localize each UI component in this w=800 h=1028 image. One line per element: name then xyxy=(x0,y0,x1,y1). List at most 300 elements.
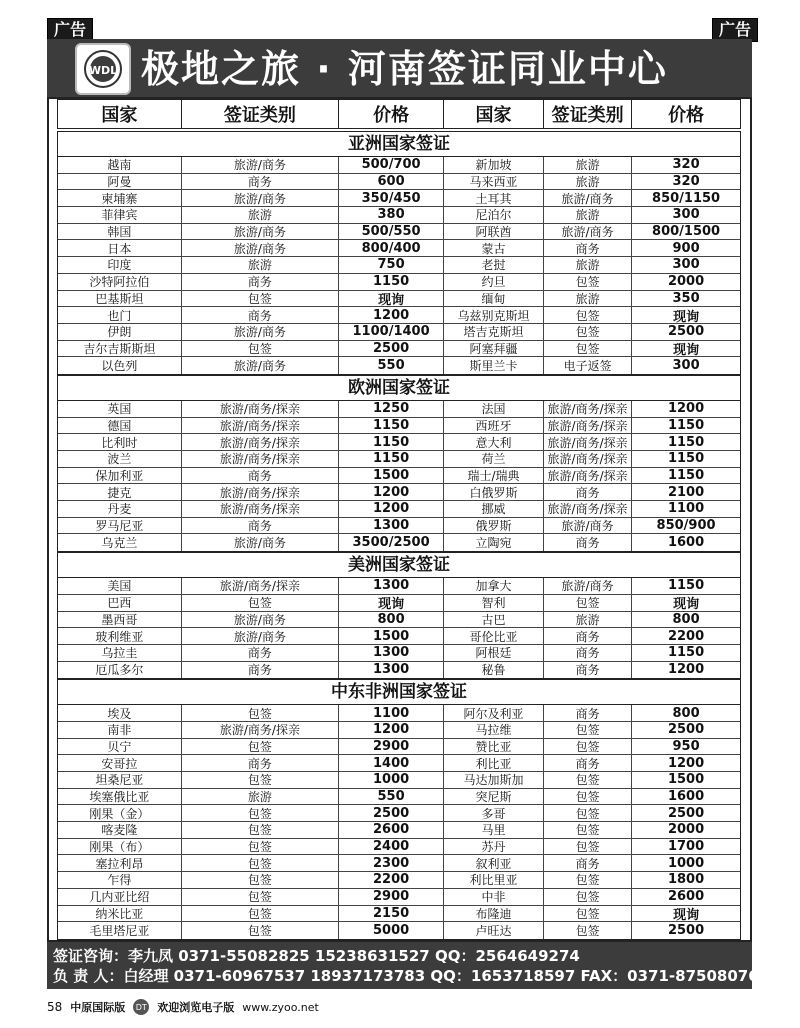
table-row xyxy=(58,274,740,291)
cell-category: 旅游/商务/探亲 xyxy=(544,434,632,450)
table-row xyxy=(58,418,740,435)
contact-line-consult: 签证咨询：李九凤 0371-55082825 15238631527 QQ：2564649274 xyxy=(53,947,580,965)
cell-category: 商务 xyxy=(544,645,632,661)
cell-country: 挪威 xyxy=(444,501,544,517)
table-row xyxy=(58,722,740,739)
cell-price: 1200 xyxy=(667,662,705,678)
cell-category: 包签 xyxy=(182,872,339,888)
cell-price: 现询 xyxy=(673,597,700,611)
cell-country: 阿尔及利亚 xyxy=(444,705,544,721)
cell-price: 1200 xyxy=(339,484,444,500)
cell-category: 商务 xyxy=(182,468,339,484)
cell-price: 550 xyxy=(339,357,444,374)
cell-category: 包签 xyxy=(182,341,339,357)
cell-price: 1150 xyxy=(339,434,444,450)
section-title: 亚洲国家签证 xyxy=(57,131,741,156)
cell-country: 塔吉克斯坦 xyxy=(444,324,544,340)
cell-category: 包签 xyxy=(544,922,632,939)
ad-label-right: 广告 xyxy=(712,18,758,42)
cell-price: 1150 xyxy=(667,578,705,594)
cell-country: 苏丹 xyxy=(444,839,544,855)
cell-category: 旅游/商务 xyxy=(182,190,339,206)
cell-price: 2150 xyxy=(339,906,444,922)
cell-price: 1000 xyxy=(339,772,444,788)
table-row xyxy=(58,578,740,595)
cell-category: 旅游 xyxy=(544,207,632,223)
table-row xyxy=(58,872,740,889)
cell-price: 5000 xyxy=(339,922,444,939)
cell-country: 新加坡 xyxy=(444,157,544,173)
cell-country: 塞拉利昂 xyxy=(58,855,182,871)
cell-category: 旅游/商务 xyxy=(544,224,632,240)
cell-price: 2500 xyxy=(667,923,705,939)
cell-category: 旅游/商务/探亲 xyxy=(182,434,339,450)
table-row xyxy=(58,224,740,241)
cell-price: 现询 xyxy=(673,309,700,323)
cell-category: 旅游/商务/探亲 xyxy=(182,578,339,594)
table-row xyxy=(58,822,740,839)
publication-name: 中原国际版 xyxy=(70,1001,126,1014)
cell-price: 2500 xyxy=(339,341,444,357)
cell-country: 突尼斯 xyxy=(444,789,544,805)
cell-country: 土耳其 xyxy=(444,190,544,206)
cell-country: 乌兹别克斯坦 xyxy=(444,307,544,323)
cell-price: 500/700 xyxy=(339,157,444,173)
page-footer xyxy=(47,997,319,1017)
table-row xyxy=(58,468,740,485)
cell-price: 1200 xyxy=(667,755,705,771)
cell-category: 旅游/商务 xyxy=(182,628,339,644)
cell-country: 刚果（金） xyxy=(58,805,182,821)
cell-price: 850/900 xyxy=(656,518,716,534)
table-row xyxy=(58,501,740,518)
table-row xyxy=(58,434,740,451)
cell-country: 马拉维 xyxy=(444,722,544,738)
column-header-row xyxy=(57,99,741,129)
cell-category: 包签 xyxy=(182,805,339,821)
cell-price: 现询 xyxy=(673,342,700,357)
cell-country: 乌克兰 xyxy=(58,534,182,551)
cell-price: 1200 xyxy=(339,722,444,738)
table-row xyxy=(58,889,740,906)
cell-category: 包签 xyxy=(544,595,632,611)
cell-category: 旅游/商务/探亲 xyxy=(182,722,339,738)
cell-category: 商务 xyxy=(544,755,632,771)
cell-price: 2500 xyxy=(339,805,444,821)
cell-country: 柬埔寨 xyxy=(58,190,182,206)
cell-country: 也门 xyxy=(58,307,182,323)
cell-country: 荷兰 xyxy=(444,451,544,467)
cell-category: 包签 xyxy=(182,839,339,855)
cell-country: 乌拉圭 xyxy=(58,645,182,661)
table-row xyxy=(58,518,740,535)
table-row xyxy=(58,357,740,374)
cell-category: 旅游/商务/探亲 xyxy=(182,418,339,434)
cell-country: 埃塞俄比亚 xyxy=(58,789,182,805)
cell-category: 旅游/商务/探亲 xyxy=(544,468,632,484)
table-row xyxy=(58,628,740,645)
cell-country: 智利 xyxy=(444,595,544,611)
cell-category: 包签 xyxy=(544,872,632,888)
cell-category: 包签 xyxy=(544,274,632,290)
cell-price: 2500 xyxy=(667,722,705,738)
cell-country: 尼泊尔 xyxy=(444,207,544,223)
logo-text: WDL xyxy=(88,64,118,77)
cell-category: 包签 xyxy=(544,789,632,805)
cell-country: 贝宁 xyxy=(58,739,182,755)
cell-country: 马里 xyxy=(444,822,544,838)
cell-country: 美国 xyxy=(58,578,182,594)
table-row xyxy=(58,645,740,662)
cell-country: 安哥拉 xyxy=(58,755,182,771)
cell-price: 950 xyxy=(672,738,700,754)
table-row xyxy=(58,157,740,174)
cell-price: 380 xyxy=(339,207,444,223)
cell-price: 1200 xyxy=(339,501,444,517)
table-row xyxy=(58,240,740,257)
cell-category: 商务 xyxy=(182,645,339,661)
section-title: 美洲国家签证 xyxy=(57,552,741,577)
table-row xyxy=(58,341,740,358)
cell-price: 1300 xyxy=(339,662,444,679)
cell-price: 1500 xyxy=(667,772,705,788)
table-row xyxy=(58,484,740,501)
cell-price: 2400 xyxy=(339,839,444,855)
table-row xyxy=(58,662,740,679)
cell-country: 利比里亚 xyxy=(444,872,544,888)
cell-country: 印度 xyxy=(58,257,182,273)
table-row xyxy=(58,595,740,612)
table-row xyxy=(58,324,740,341)
cell-price: 1300 xyxy=(339,518,444,534)
cell-category: 旅游 xyxy=(544,257,632,273)
section-table xyxy=(57,400,741,552)
cell-category: 旅游/商务 xyxy=(182,224,339,240)
page-title: 极地之旅 · 河南签证同业中心 xyxy=(141,47,668,91)
cell-country: 英国 xyxy=(58,401,182,417)
column-header-price-left: 价格 xyxy=(339,100,444,128)
cell-category: 包签 xyxy=(182,772,339,788)
cell-country: 毛里塔尼亚 xyxy=(58,922,182,939)
cell-price: 350/450 xyxy=(339,190,444,206)
cell-price: 850/1150 xyxy=(652,190,721,206)
cell-country: 蒙古 xyxy=(444,240,544,256)
cell-country: 意大利 xyxy=(444,434,544,450)
cell-category: 旅游/商务/探亲 xyxy=(544,401,632,417)
cell-price: 3500/2500 xyxy=(339,534,444,551)
cell-category: 包签 xyxy=(182,595,339,611)
contact-bar xyxy=(47,942,759,989)
cell-country: 越南 xyxy=(58,157,182,173)
cell-category: 旅游/商务 xyxy=(182,324,339,340)
cell-country: 巴西 xyxy=(58,595,182,611)
cell-country: 捷克 xyxy=(58,484,182,500)
cell-country: 比利时 xyxy=(58,434,182,450)
cell-country: 伊朗 xyxy=(58,324,182,340)
cell-category: 包签 xyxy=(544,889,632,905)
cell-country: 刚果（布） xyxy=(58,839,182,855)
cell-category: 包签 xyxy=(544,739,632,755)
cell-country: 俄罗斯 xyxy=(444,518,544,534)
cell-category: 包签 xyxy=(182,739,339,755)
cell-country: 瑞士/瑞典 xyxy=(444,468,544,484)
table-row xyxy=(58,401,740,418)
cell-category: 旅游/商务/探亲 xyxy=(182,501,339,517)
table-row xyxy=(58,257,740,274)
table-row xyxy=(58,906,740,923)
header-banner xyxy=(47,39,752,97)
cell-price: 600 xyxy=(339,174,444,190)
cell-country: 巴基斯坦 xyxy=(58,291,182,307)
cell-price: 300 xyxy=(672,257,700,273)
cell-country: 墨西哥 xyxy=(58,612,182,628)
cell-price: 现询 xyxy=(339,595,444,611)
cell-price: 900 xyxy=(672,240,700,256)
cell-country: 玻利维亚 xyxy=(58,628,182,644)
table-row xyxy=(58,612,740,629)
cell-country: 法国 xyxy=(444,401,544,417)
cell-category: 包签 xyxy=(544,822,632,838)
cell-category: 旅游/商务/探亲 xyxy=(182,401,339,417)
cell-price: 300 xyxy=(672,207,700,223)
cell-category: 旅游/商务 xyxy=(544,190,632,206)
cell-country: 立陶宛 xyxy=(444,534,544,551)
cell-category: 包签 xyxy=(182,889,339,905)
cell-price: 1400 xyxy=(339,755,444,771)
cell-country: 加拿大 xyxy=(444,578,544,594)
cell-price: 1150 xyxy=(339,274,444,290)
cell-category: 旅游 xyxy=(544,291,632,307)
cell-price: 1100/1400 xyxy=(339,324,444,340)
cell-category: 包签 xyxy=(182,855,339,871)
cell-category: 旅游 xyxy=(182,257,339,273)
cell-category: 商务 xyxy=(182,174,339,190)
cell-category: 旅游/商务/探亲 xyxy=(544,418,632,434)
cell-country: 厄瓜多尔 xyxy=(58,662,182,679)
cell-price: 2900 xyxy=(339,889,444,905)
cell-category: 包签 xyxy=(182,922,339,939)
cell-price: 2200 xyxy=(339,872,444,888)
cell-category: 旅游/商务 xyxy=(182,357,339,374)
cell-country: 乍得 xyxy=(58,872,182,888)
cell-country: 斯里兰卡 xyxy=(444,357,544,374)
cell-country: 阿联酋 xyxy=(444,224,544,240)
cell-category: 包签 xyxy=(182,291,339,307)
cell-country: 菲律宾 xyxy=(58,207,182,223)
cell-country: 吉尔吉斯斯坦 xyxy=(58,341,182,357)
table-row xyxy=(58,705,740,722)
cell-category: 包签 xyxy=(182,822,339,838)
cell-price: 1800 xyxy=(667,872,705,888)
cell-price: 1150 xyxy=(339,418,444,434)
cell-price: 1150 xyxy=(667,468,705,484)
section-title: 欧洲国家签证 xyxy=(57,375,741,400)
cell-price: 1300 xyxy=(339,578,444,594)
table-row xyxy=(58,307,740,324)
cell-category: 包签 xyxy=(182,906,339,922)
cell-category: 包签 xyxy=(182,705,339,721)
cell-category: 旅游 xyxy=(544,157,632,173)
cell-country: 利比亚 xyxy=(444,755,544,771)
footer-url: www.zyoo.net xyxy=(242,1000,319,1014)
cell-price: 800/1500 xyxy=(652,224,721,240)
cell-price: 500/550 xyxy=(339,224,444,240)
cell-price: 350 xyxy=(672,290,700,306)
cell-category: 商务 xyxy=(182,662,339,679)
cell-country: 西班牙 xyxy=(444,418,544,434)
cell-country: 阿塞拜疆 xyxy=(444,341,544,357)
publication-badge-icon: DT xyxy=(133,999,149,1015)
cell-price: 1500 xyxy=(339,628,444,644)
cell-country: 马来西亚 xyxy=(444,174,544,190)
cell-country: 阿根廷 xyxy=(444,645,544,661)
cell-price: 1200 xyxy=(667,401,705,417)
table-row xyxy=(58,174,740,191)
table-row xyxy=(58,922,740,939)
cell-country: 叙利亚 xyxy=(444,855,544,871)
cell-category: 包签 xyxy=(544,839,632,855)
cell-category: 包签 xyxy=(544,324,632,340)
cell-country: 阿曼 xyxy=(58,174,182,190)
cell-country: 丹麦 xyxy=(58,501,182,517)
cell-category: 旅游/商务/探亲 xyxy=(544,501,632,517)
cell-country: 老挝 xyxy=(444,257,544,273)
cell-category: 商务 xyxy=(182,755,339,771)
cell-price: 2100 xyxy=(667,484,705,500)
cell-price: 现询 xyxy=(339,291,444,307)
cell-price: 2200 xyxy=(667,628,705,644)
cell-price: 1250 xyxy=(339,401,444,417)
cell-country: 纳米比亚 xyxy=(58,906,182,922)
cell-category: 旅游/商务/探亲 xyxy=(544,451,632,467)
cell-price: 2900 xyxy=(339,739,444,755)
column-header-country-right: 国家 xyxy=(444,100,544,128)
cell-price: 800 xyxy=(339,612,444,628)
cell-price: 现询 xyxy=(673,907,700,922)
cell-price: 800 xyxy=(672,705,700,721)
cell-category: 旅游 xyxy=(182,207,339,223)
cell-country: 保加利亚 xyxy=(58,468,182,484)
cell-price: 320 xyxy=(672,157,700,173)
cell-country: 秘鲁 xyxy=(444,662,544,679)
table-row xyxy=(58,534,740,551)
cell-category: 商务 xyxy=(182,274,339,290)
column-header-country-left: 国家 xyxy=(58,100,182,128)
table-row xyxy=(58,291,740,308)
cell-category: 包签 xyxy=(544,906,632,922)
cell-country: 布隆迪 xyxy=(444,906,544,922)
section-table xyxy=(57,704,741,940)
table-row xyxy=(58,805,740,822)
cell-country: 德国 xyxy=(58,418,182,434)
cell-country: 几内亚比绍 xyxy=(58,889,182,905)
table-row xyxy=(58,855,740,872)
table-row xyxy=(58,190,740,207)
cell-country: 多哥 xyxy=(444,805,544,821)
cell-price: 2500 xyxy=(667,805,705,821)
cell-country: 坦桑尼亚 xyxy=(58,772,182,788)
cell-price: 2300 xyxy=(339,855,444,871)
section-table xyxy=(57,577,741,679)
cell-country: 缅甸 xyxy=(444,291,544,307)
column-header-category-right: 签证类别 xyxy=(544,100,632,128)
cell-price: 2500 xyxy=(667,324,705,340)
cell-price: 2000 xyxy=(667,822,705,838)
cell-price: 1150 xyxy=(339,451,444,467)
cell-country: 马达加斯加 xyxy=(444,772,544,788)
cell-country: 哥伦比亚 xyxy=(444,628,544,644)
table-row xyxy=(58,789,740,806)
company-logo xyxy=(75,43,131,95)
cell-price: 1150 xyxy=(667,417,705,433)
cell-country: 罗马尼亚 xyxy=(58,518,182,534)
cell-price: 1100 xyxy=(339,705,444,721)
section-table xyxy=(57,156,741,375)
cell-category: 商务 xyxy=(544,855,632,871)
table-row xyxy=(58,839,740,856)
cell-category: 旅游/商务 xyxy=(182,534,339,551)
column-header-price-right: 价格 xyxy=(668,105,705,126)
cell-country: 卢旺达 xyxy=(444,922,544,939)
cell-category: 商务 xyxy=(544,628,632,644)
cell-price: 1150 xyxy=(667,434,705,450)
footer-text: 欢迎浏览电子版 xyxy=(157,1001,235,1014)
cell-country: 喀麦隆 xyxy=(58,822,182,838)
cell-price: 750 xyxy=(339,257,444,273)
cell-price: 800 xyxy=(672,611,700,627)
cell-category: 旅游 xyxy=(182,789,339,805)
cell-price: 1700 xyxy=(667,839,705,855)
cell-country: 韩国 xyxy=(58,224,182,240)
cell-price: 1500 xyxy=(339,468,444,484)
cell-price: 800/400 xyxy=(339,240,444,256)
cell-category: 旅游/商务/探亲 xyxy=(182,451,339,467)
cell-country: 约旦 xyxy=(444,274,544,290)
table-row xyxy=(58,755,740,772)
section-title: 中东非洲国家签证 xyxy=(57,679,741,704)
cell-category: 旅游/商务 xyxy=(544,518,632,534)
cell-category: 商务 xyxy=(544,534,632,551)
cell-price: 1600 xyxy=(667,789,705,805)
cell-category: 商务 xyxy=(544,662,632,679)
table-row xyxy=(58,207,740,224)
cell-category: 旅游 xyxy=(544,174,632,190)
cell-category: 商务 xyxy=(544,484,632,500)
cell-price: 1600 xyxy=(667,535,705,551)
cell-price: 320 xyxy=(672,174,700,190)
column-header-category-left: 签证类别 xyxy=(182,100,339,128)
page-number: 58 xyxy=(47,1000,63,1014)
cell-category: 商务 xyxy=(182,307,339,323)
visa-sections xyxy=(57,131,741,940)
cell-country: 以色列 xyxy=(58,357,182,374)
cell-country: 白俄罗斯 xyxy=(444,484,544,500)
cell-category: 包签 xyxy=(544,341,632,357)
cell-country: 沙特阿拉伯 xyxy=(58,274,182,290)
logo-emblem-icon xyxy=(81,49,125,89)
cell-price: 2600 xyxy=(667,889,705,905)
cell-price: 1150 xyxy=(667,451,705,467)
cell-country: 赞比亚 xyxy=(444,739,544,755)
contact-line-manager: 负 责 人：白经理 0371-60967537 18937173783 QQ：1653718597 FAX：0371-87508076 xyxy=(53,967,759,985)
cell-category: 旅游/商务 xyxy=(182,157,339,173)
cell-price: 1300 xyxy=(339,645,444,661)
cell-price: 550 xyxy=(339,789,444,805)
table-row xyxy=(58,772,740,789)
cell-price: 2600 xyxy=(339,822,444,838)
cell-category: 包签 xyxy=(544,307,632,323)
cell-category: 电子返签 xyxy=(544,357,632,374)
